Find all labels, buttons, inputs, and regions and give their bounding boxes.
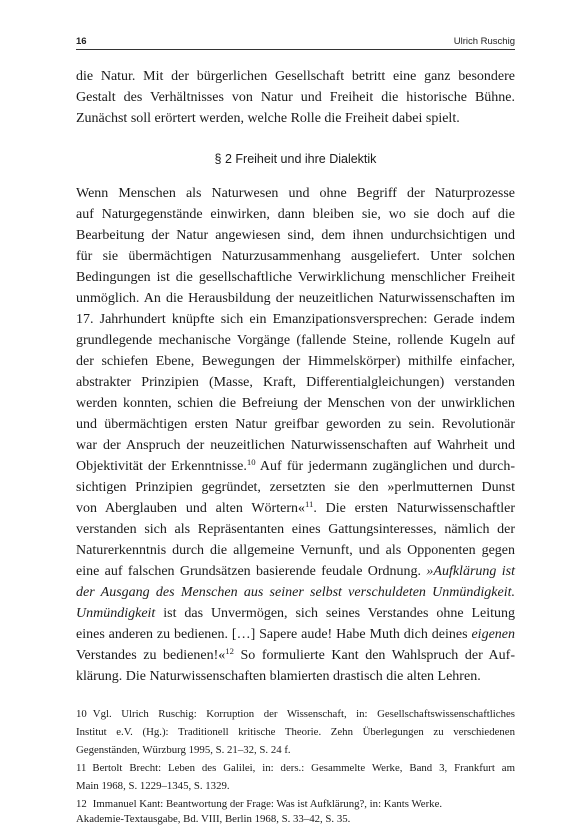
body-line-14 xyxy=(76,458,515,476)
body-line-4: für sie übermächtigen Naturzusammenhang ausgeliefert. Unter solchen xyxy=(76,249,515,264)
body-line-14-tail: Auf für jedermann zugänglichen und durch- xyxy=(255,459,515,474)
body-line-11: werden konnten, schien die Befreiung der Menschen von der unwirklichen xyxy=(76,396,515,411)
intro-line-2: Gestalt des Verhältnisses von Natur und Freiheit die historische Bühne. xyxy=(76,90,515,105)
body-line-23-text: Verstandes zu bedienen!« xyxy=(76,648,226,663)
intro-line-3: Zunächst soll erörtert werden, welche Rolle die Freiheit dabei spielt. xyxy=(76,111,460,126)
kant-quote-line: der Ausgang des Menschen aus seiner selbst verschuldeten Unmündigkeit. xyxy=(76,585,515,600)
footnote-12-number: 12 xyxy=(76,798,87,810)
body-line-13: war der Anspruch der neuzeitlichen Naturwissenschaften auf Wahrheit und xyxy=(76,438,515,453)
body-line-21-plain: ist das Unvermögen, sich seines Verstandes ohne Leitung xyxy=(155,606,515,621)
kant-quote-eigenen: eigenen xyxy=(471,627,515,642)
footnote-ref-12: 12 xyxy=(225,646,234,657)
body-line-18: Naturerkenntnis durch die allgemeine Vernunft, und als Opponenten gegen xyxy=(76,543,515,558)
footnote-11-number: 11 xyxy=(76,762,87,774)
footnote-11-text: Bertolt Brecht: Leben des Galilei, in: ders.: Gesammelte Werke, Band 3, Frankfurt am xyxy=(92,762,515,774)
body-line-12: und übermächtigen ersten Natur greifbar geworden zu sein. Revolutionär xyxy=(76,417,515,432)
body-line-5: Bedingungen ist die gesellschaftliche Verwirklichung menschlicher Freiheit xyxy=(76,270,515,285)
body-line-6: unmöglich. An die Herausbildung der neuzeitlichen Naturwissenschaften im xyxy=(76,291,515,306)
kant-quote-start: »Aufklärung ist xyxy=(426,564,515,579)
body-line-23-tail: So formulierte Kant den Wahlspruch der Auf- xyxy=(233,648,515,663)
body-line-22-plain: eines anderen zu bedienen. […] Sapere aude! Habe Muth dich deines xyxy=(76,627,472,642)
body-line-24: klärung. Die Naturwissenschaften blamierten drastisch die alten Lehren. xyxy=(76,669,481,684)
body-line-15: sichtigen Prinzipien gegründet, zersetzten sie den »perlmutternen Dunst xyxy=(76,480,515,495)
body-line-7: 17. Jahrhundert knüpfte sich ein Emanzipationsversprechen: Gerade indem xyxy=(76,312,515,327)
body-line-14-text: Objektivität der Erkenntnisse. xyxy=(76,459,247,474)
running-header-author: Ulrich Ruschig xyxy=(453,36,515,47)
body-line-16-text: von Aberglauben und alten Wörtern« xyxy=(76,501,305,516)
footnote-12-line-2: Akademie-Textausgabe, Bd. VIII, Berlin 1968, S. 33–42, S. 35. xyxy=(76,813,351,825)
body-line-21 xyxy=(76,605,515,623)
kant-quote-emphasis: Unmündigkeit xyxy=(76,606,156,621)
body-line-16 xyxy=(76,500,515,518)
body-line-8: grundlegende mechanische Vorgänge (fallende Steine, rollende Kugeln auf xyxy=(76,333,515,348)
section-heading: § 2 Freiheit und ihre Dialektik xyxy=(214,152,377,166)
body-line-2: auf Naturgegenstände einwirken, dann bleiben sie, wo sie doch auf die xyxy=(76,207,515,222)
footnote-ref-10: 10 xyxy=(246,457,256,468)
footnote-10-line-2: Institut e.V. (Hg.): Traditionell kritische Theorie. Zehn Überlegungen zu verschiedenen xyxy=(76,726,515,738)
footnote-11-line-2: Main 1968, S. 1229–1345, S. 1329. xyxy=(76,780,230,792)
footnote-12-text: Immanuel Kant: Beantwortung der Frage: Was ist Aufklärung?, in: Kants Werke. xyxy=(92,798,443,810)
intro-line-1: die Natur. Mit der bürgerlichen Gesellschaft betritt eine ganz besondere xyxy=(76,69,515,84)
body-line-23 xyxy=(76,647,515,665)
footnote-12-line-1 xyxy=(76,796,515,812)
body-line-19 xyxy=(76,563,515,581)
footnote-ref-11: 11 xyxy=(304,499,314,510)
footnote-10-number: 10 xyxy=(76,708,87,720)
body-line-19-plain: eine auf falschen Grundsätzen basierende feudale Ordnung. xyxy=(76,564,427,579)
body-line-17: verstanden sich als Repräsentanten eines Gattungsinteresses, nämlich der xyxy=(76,522,515,537)
footnote-10-text: Vgl. Ulrich Ruschig: Korruption der Wissenschaft, in: Gesellschaftswissenschaftliches xyxy=(92,708,515,720)
footnote-10-line-1 xyxy=(76,706,515,722)
body-line-16-tail: . Die ersten Naturwissenschaftler xyxy=(313,501,515,516)
body-line-3: Bearbeitung der Natur angewiesen sind, dem ihnen undurchsichtigen und xyxy=(76,228,515,243)
footnote-10-line-3: Gegenständen, Würzburg 1995, S. 21–32, S. 24 f. xyxy=(76,744,291,756)
body-line-22 xyxy=(76,626,515,644)
body-line-1: Wenn Menschen als Naturwesen und ohne Begriff der Naturprozesse xyxy=(76,186,515,201)
body-line-9: der schiefen Ebene, Bewegungen der Himmelskörper) mithilfe einfacher, xyxy=(76,354,515,369)
page-number: 16 xyxy=(76,36,87,47)
body-line-20 xyxy=(76,584,515,602)
footnote-11-line-1 xyxy=(76,760,515,776)
running-header xyxy=(76,33,515,50)
body-line-10: abstrakter Prinzipien (Masse, Kraft, Differentialgleichungen) verstanden xyxy=(76,375,515,390)
